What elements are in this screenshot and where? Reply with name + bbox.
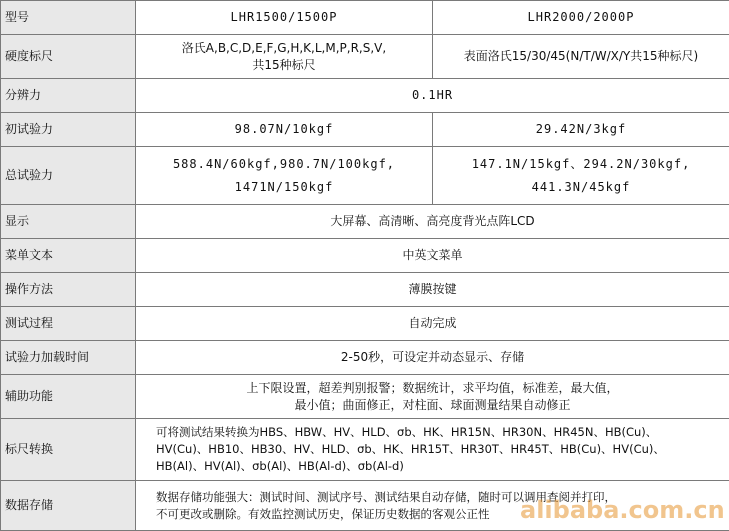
aux-line1: 上下限设置，超差判别报警；数据统计，求平均值，标准差，最大值， bbox=[140, 380, 725, 397]
scale-b: 表面洛氏15/30/45(N/T/W/X/Y共15种标尺) bbox=[433, 35, 729, 79]
row-operation bbox=[1, 273, 729, 307]
scale-a bbox=[136, 35, 433, 79]
initial-a: 98.07N/10kgf bbox=[136, 113, 433, 147]
operation-value: 薄膜按键 bbox=[136, 273, 729, 307]
label-aux: 辅助功能 bbox=[1, 375, 136, 419]
row-resolution bbox=[1, 79, 729, 113]
aux-value bbox=[136, 375, 729, 419]
storage-line1: 数据存储功能强大：测试时间、测试序号、测试结果自动存储，随时可以调用查阅并打印， bbox=[156, 489, 725, 506]
scale-a-line1: 洛氏A,B,C,D,E,F,G,H,K,L,M,P,R,S,V, bbox=[140, 40, 428, 57]
row-total bbox=[1, 147, 729, 205]
display-value: 大屏幕、高清晰、高亮度背光点阵LCD bbox=[136, 205, 729, 239]
total-b-line2: 441.3N/45kgf bbox=[437, 179, 725, 196]
loadtime-value: 2-50秒，可设定并动态显示、存储 bbox=[136, 341, 729, 375]
row-display bbox=[1, 205, 729, 239]
row-model bbox=[1, 1, 729, 35]
label-scale: 硬度标尺 bbox=[1, 35, 136, 79]
label-total: 总试验力 bbox=[1, 147, 136, 205]
model-b: LHR2000/2000P bbox=[433, 1, 729, 35]
process-value: 自动完成 bbox=[136, 307, 729, 341]
watermark-logo: alibaba.com.cn bbox=[520, 496, 725, 524]
row-convert bbox=[1, 419, 729, 481]
total-b-line1: 147.1N/15kgf、294.2N/30kgf, bbox=[437, 156, 725, 173]
row-storage bbox=[1, 481, 729, 531]
resolution-value: 0.1HR bbox=[136, 79, 729, 113]
scale-a-line2: 共15种标尺 bbox=[140, 57, 428, 74]
total-a bbox=[136, 147, 433, 205]
convert-line2: HV(Cu)、HB10、HB30、HV、HLD、σb、HK、HR15T、HR30T、HR45T、HB(Cu)、HV(Cu)、 bbox=[156, 441, 725, 458]
row-aux bbox=[1, 375, 729, 419]
total-a-line2: 1471N/150kgf bbox=[140, 179, 428, 196]
storage-value bbox=[136, 481, 729, 531]
label-display: 显示 bbox=[1, 205, 136, 239]
label-process: 测试过程 bbox=[1, 307, 136, 341]
aux-line2: 最小值；曲面修正，对柱面、球面测量结果自动修正 bbox=[140, 397, 725, 414]
label-model: 型号 bbox=[1, 1, 136, 35]
row-scale bbox=[1, 35, 729, 79]
total-b bbox=[433, 147, 729, 205]
label-storage: 数据存储 bbox=[1, 481, 136, 531]
label-menu: 菜单文本 bbox=[1, 239, 136, 273]
storage-line2: 不可更改或删除。有效监控测试历史，保证历史数据的客观公正性 bbox=[156, 506, 725, 523]
row-initial bbox=[1, 113, 729, 147]
label-operation: 操作方法 bbox=[1, 273, 136, 307]
row-loadtime bbox=[1, 341, 729, 375]
menu-value: 中英文菜单 bbox=[136, 239, 729, 273]
convert-value bbox=[136, 419, 729, 481]
initial-b: 29.42N/3kgf bbox=[433, 113, 729, 147]
model-a: LHR1500/1500P bbox=[136, 1, 433, 35]
total-a-line1: 588.4N/60kgf,980.7N/100kgf, bbox=[140, 156, 428, 173]
label-resolution: 分辨力 bbox=[1, 79, 136, 113]
row-process bbox=[1, 307, 729, 341]
row-menu bbox=[1, 239, 729, 273]
label-loadtime: 试验力加载时间 bbox=[1, 341, 136, 375]
convert-line3: HB(Al)、HV(Al)、σb(Al)、HB(Al-d)、σb(Al-d) bbox=[156, 458, 725, 475]
label-convert: 标尺转换 bbox=[1, 419, 136, 481]
label-initial: 初试验力 bbox=[1, 113, 136, 147]
convert-line1: 可将测试结果转换为HBS、HBW、HV、HLD、σb、HK、HR15N、HR30N、HR45N、HB(Cu)、 bbox=[156, 424, 725, 441]
